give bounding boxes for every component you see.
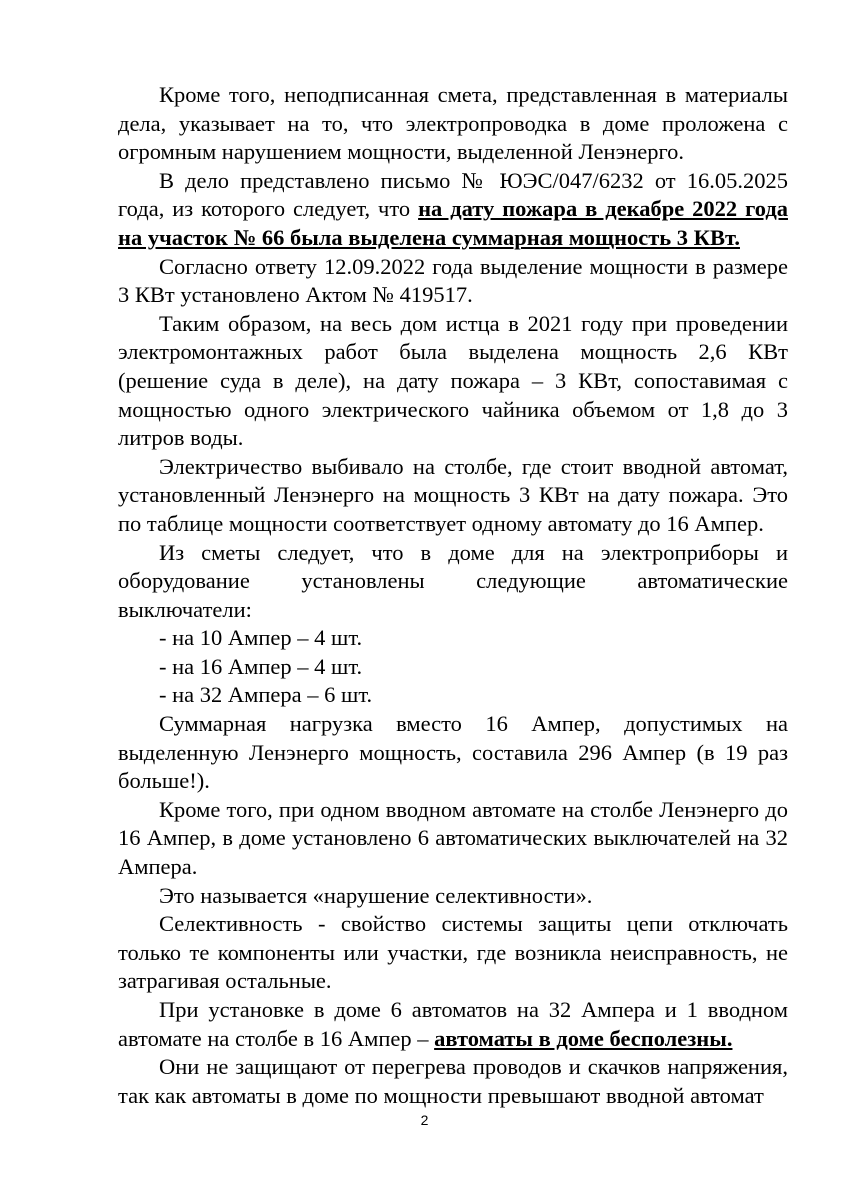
paragraph-six-breakers: Кроме того, при одном вводном автомате на столбе Ленэнерго до 16 Ампер, в доме установлено 6 автоматических выключателей на 32 Ампера.: [118, 796, 788, 880]
paragraph-useless-breakers: [118, 996, 788, 1053]
paragraph-unsigned-estimate: Кроме того, неподписанная смета, представленная в материалы дела, указывает на то, что электропроводка в доме проложена с огромным нарушением мощности, выделенной Ленэнерго.: [118, 82, 788, 165]
paragraph-useless-breakers-text: При установке в доме 6 автоматов на 32 Ампера и 1 вводном автомате на столбе в 16 Ампер –: [118, 997, 788, 1051]
paragraph-total-load: Суммарная нагрузка вместо 16 Ампер, допустимых на выделенную Ленэнерго мощность, составила 296 Ампер (в 19 раз больше!).: [118, 711, 788, 794]
emphasis-useless-breakers: автоматы в доме бесполезны.: [434, 1025, 733, 1051]
paragraph-act: Согласно ответу 12.09.2022 года выделение мощности в размере 3 КВт установлено Актом № 419517.: [118, 253, 788, 308]
list-item: - на 16 Ампер – 4 шт.: [159, 653, 363, 679]
paragraph-pole-breaker: Электричество выбивало на столбе, где стоит вводной автомат, установленный Ленэнерго на мощность 3 КВт на дату пожара. Это по таблице мощности соответствует одному автомату до 16 Ампер.: [118, 453, 788, 536]
page-number: 2: [420, 1112, 429, 1128]
paragraph-estimate-breakers: Из сметы следует, что в доме для на электроприборы и оборудование установлены следующие автоматические выключатели:: [118, 539, 788, 622]
paragraph-no-protection: Они не защищают от перегрева проводов и скачков напряжения, так как автоматы в доме по мощности превышают вводной автомат: [118, 1054, 788, 1108]
list-item: - на 10 Ампер – 4 шт.: [159, 625, 363, 651]
paragraph-selectivity-violation: Это называется «нарушение селективности».: [159, 882, 593, 908]
emphasis-allocated-power: на дату пожара в декабре 2022 года на участок № 66 была выделена суммарная мощность 3 КВт.: [118, 196, 788, 250]
document-body: [118, 81, 788, 1110]
list-item: - на 32 Ампера – 6 шт.: [159, 682, 373, 708]
paragraph-letter-text: В дело представлено письмо № ЮЭС/047/6232 от 16.05.2025 года, из которого следует, что: [118, 167, 788, 222]
paragraph-selectivity-definition: Селективность - свойство системы защиты цепи отключать только те компоненты или участки, где возникла неисправность, не затрагивая остальные.: [118, 911, 788, 994]
paragraph-letter: [118, 167, 788, 253]
paragraph-power-comparison: Таким образом, на весь дом истца в 2021 году при проведении электромонтажных работ была выделена мощность 2,6 КВт (решение суда в деле), на дату пожара – 3 КВт, сопоставимая с мощностью одного электрического чайника объемом от 1,8 до 3 литров воды.: [118, 310, 788, 451]
